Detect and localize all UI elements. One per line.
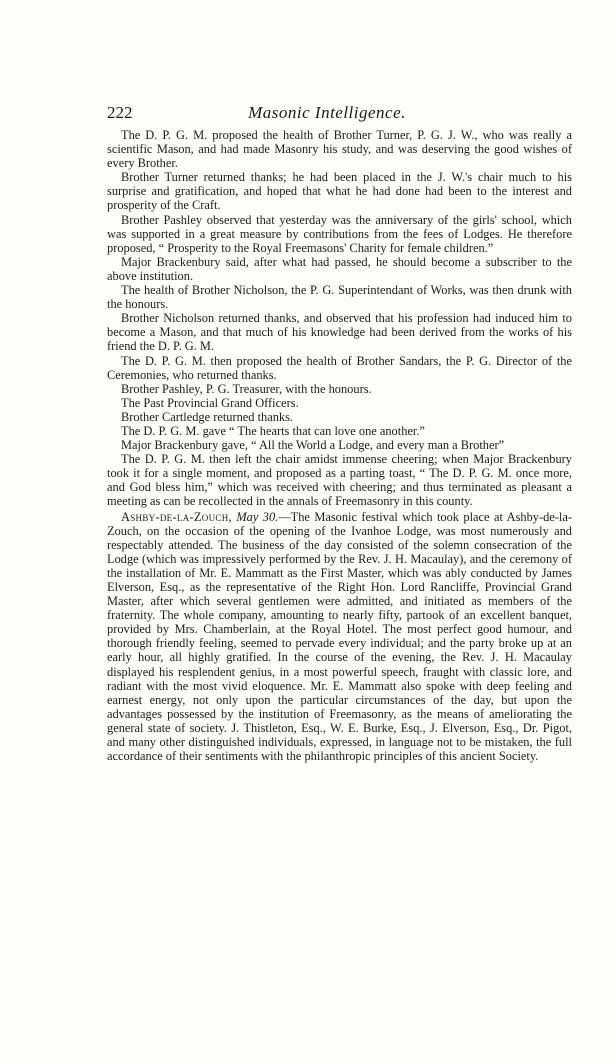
paragraph: Brother Cartledge returned thanks. [121, 409, 294, 424]
paragraph: The D. P. G. M. then proposed the health of Brother Sandars, the P. G. Director of the Ceremonies, who returned thanks. [107, 353, 572, 382]
running-title: Masonic Intelligence. [248, 103, 406, 122]
page-number: 222 [107, 103, 133, 122]
article-body [107, 128, 572, 763]
paragraph: The Past Provincial Grand Officers. [121, 395, 299, 410]
place-name: Ashby-de-la-Zouch, [121, 509, 232, 524]
page-header [107, 103, 547, 125]
paragraph: The D. P. G. M. proposed the health of Brother Turner, P. G. J. W., who was really a scientific Mason, and had made Masonry his study, and was deserving the good wishes of every Brother. [107, 128, 572, 171]
paragraph: Major Brackenbury said, after what had passed, he should become a subscriber to the above institution. [107, 254, 572, 283]
paragraph: Brother Nicholson returned thanks, and observed that his profession had induced him to become a Mason, and that much of his knowledge had been derived from the works of his friend the D. P. G. M. [107, 311, 572, 354]
report-date: May 30. [236, 509, 279, 524]
paragraph: The health of Brother Nicholson, the P. G. Superintendant of Works, was then drunk with the honours. [107, 283, 572, 312]
paragraph: Brother Pashley, P. G. Treasurer, with the honours. [121, 381, 372, 396]
paragraph: Brother Pashley observed that yesterday was the anniversary of the girls' school, which was supported in a great measure by contributions from the fees of Lodges. He therefore proposed, “ Prosperity to the Royal Freemasons' Charity for female children.” [107, 212, 572, 255]
ashby-report-text: —The Masonic festival which took place at Ashby-de-la-Zouch, on the occasion of the opening of the Ivanhoe Lodge, was most numerously and respectably attended. The business of the day consisted of the solemn consecration of the Lodge (which was impressively performed by the Rev. J. H. Macaulay), and the ceremony of the installation of Mr. E. Mammatt as the First Master, which was ably conducted by James Elverson, Esq., as the representative of the Right Hon. Lord Rancliffe, Provincial Grand Master, after which several gentlemen were admitted, and initiated as members of the fraternity. The whole company, amounting to nearly fifty, partook of an excellent banquet, provided by Mrs. Chamberlain, at the Royal Hotel. The most perfect good humour, and thorough friendly feeling, seemed to pervade every individual; and the party broke up at an early hour, all highly gratified. In the course of the evening, the Rev. J. H. Macaulay displayed his resplendent genius, in a most powerful speech, fraught with classic lore, and radiant with the most vivid eloquence. Mr. E. Mammatt also spoke with deep feeling and earnest energy, not only upon the particular circumstances of the day, but upon the advantages possessed by the institution of Freemasonry, as the means of ameliorating the general state of society. J. Thistleton, Esq., W. E. Burke, Esq., J. Elverson, Esq., Dr. Pigot, and many other distinguished individuals, expressed, in language not to be mistaken, the full accordance of their sentiments with the philanthropic principles of this ancient Society. [107, 509, 572, 764]
paragraph: Brother Turner returned thanks; he had been placed in the J. W.'s chair much to his surprise and gratification, and hoped that what he had done had been to the interest and prosperity of the Craft. [107, 170, 572, 213]
paragraph: The D. P. G. M. then left the chair amidst immense cheering; when Major Brackenbury took it for a single moment, and proposed as a parting toast, “ The D. P. G. M. once more, and God bless him,” which was received with cheering; and thus terminated as pleasant a meeting as can be recollected in the annals of Freemasonry in this county. [107, 452, 572, 509]
paragraph: Major Brackenbury gave, “ All the World a Lodge, and every man a Brother” [121, 438, 505, 453]
paragraph: The D. P. G. M. gave “ The hearts that can love one another.” [121, 423, 425, 438]
ashby-paragraph [107, 510, 572, 764]
